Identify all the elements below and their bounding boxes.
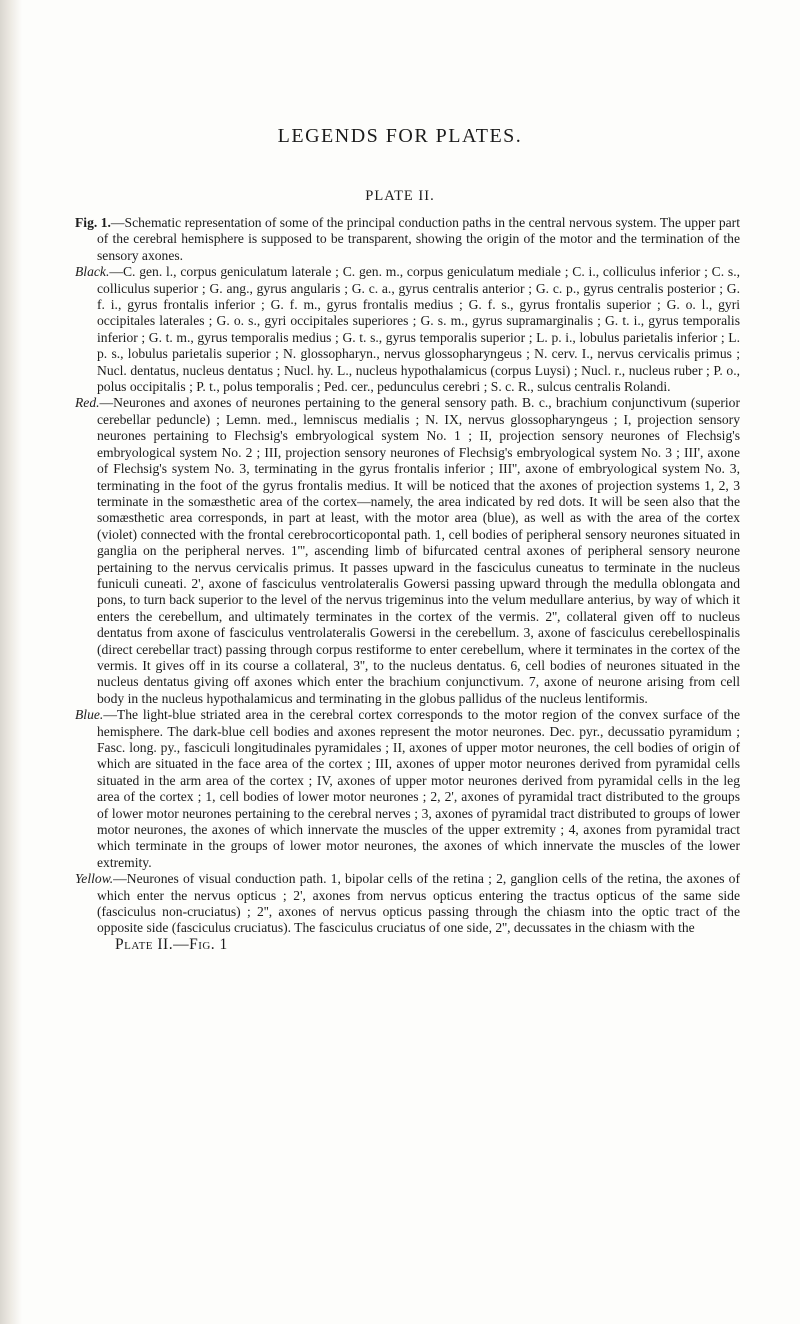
- catchword-footer: Plate II.—Fig. 1: [115, 935, 228, 953]
- blue-label: Blue.: [75, 707, 104, 723]
- legend-entry-blue: [75, 707, 740, 871]
- black-label: Black.: [75, 264, 110, 280]
- legend-entry-black: [75, 264, 740, 395]
- red-description: —Neurones and axones of neurones pertaining to the general sensory path. B. c., brachium conjunctivum (superior cerebellar peduncle) ; Lemn. med., lemniscus medialis ; N. IX, nervus glossopharyngeus ; I, projection sensory neurones pertaining to Flechsig's embryological system No. 1 ; II, projection sensory neurones of Flechsig's embryological system No. 2 ; III, projection sensory neurones of Flechsig's embryological system No. 3 ; III', axone of Flechsig's system No. 3, terminating in the gyrus frontalis inferior ; III'', axone of embryological system No. 3, terminating in the foot of the gyrus frontalis medius. It will be noticed that the axones of projection systems 1, 2, 3 terminate in the somæsthetic area of the cortex—namely, the area indicated by red dots. It will be seen also that the somæsthetic area corresponds, in part at least, with the motor area (blue), as well as with the area of the cortex (violet) connected with the frontal cerebrocorticopontal path. 1, cell bodies of peripheral sensory neurones situated in ganglia on the peripheral nerves. 1''', ascending limb of bifurcated central axones of peripheral sensory neurone pertaining to the nervus cervicalis primus. It passes upward in the fasciculus cuneatus to terminate in the nucleus funiculi cuneati. 2', axone of fasciculus ventrolateralis Gowersi passing upward through the medulla oblongata and pons, to turn back superior to the level of the nervus trigeminus into the velum medullare anterius, by way of which it enters the cerebellum, and ultimately terminates in the cortex of the vermis. 2'', collateral given off to nucleus dentatus from axone of fasciculus ventrolateralis Gowersi in the cerebellum. 3, axone of fasciculus cerebellospinalis (direct cerebellar tract) passing through corpus restiforme to enter cerebellum, where it terminates in the cortex of the vermis. It gives off in its course a collateral, 3'', to the nucleus dentatus. 6, cell bodies of neurones situated in the nucleus dentatus giving off axones which enter the brachium conjunctivum. 7, axone of neurone arising from cell body in the nucleus hypothalamicus and terminating in the globus pallidus of the nucleus lentiformis.: [97, 395, 740, 706]
- legend-body: [75, 215, 740, 953]
- figure-description: —Schematic representation of some of the principal conduction paths in the central nervous system. The upper part of the cerebral hemisphere is supposed to be transparent, showing the origin of the motor and the termination of the sensory axones.: [97, 215, 740, 263]
- legend-entry-figure: [75, 215, 740, 264]
- yellow-description: —Neurones of visual conduction path. 1, bipolar cells of the retina ; 2, ganglion cells of the retina, the axones of which enter the nervus opticus ; 2', axones from nervus opticus entering the tractus opticus of the same side (fasciculus non-cruciatus) ; 2'', axones of nervus opticus passing through the chiasm into the optic tract of the opposite side (fasciculus cruciatus). The fasciculus cruciatus of one side, 2'', decussates in the chiasm with the: [97, 871, 740, 936]
- legend-entry-red: [75, 395, 740, 707]
- red-label: Red.: [75, 395, 100, 411]
- page-title: LEGENDS FOR PLATES.: [277, 125, 523, 147]
- black-description: —C. gen. l., corpus geniculatum laterale ; C. gen. m., corpus geniculatum mediale ; C. i., colliculus inferior ; C. s., colliculus superior ; G. ang., gyrus angularis ; G. c. a., gyrus centralis anterior ; G. c. p., gyrus centralis posterior ; G. f. i., gyrus frontalis inferior ; G. f. m., gyrus frontalis medius ; G. f. s., gyrus frontalis superior ; G. o. l., gyri occipitales laterales ; G. o. s., gyri occipitales superiores ; G. s. m., gyrus supramarginalis ; G. t. i., gyrus temporalis inferior ; G. t. m., gyrus temporalis medius ; G. t. s., gyrus temporalis superior ; L. p. i., lobulus parietalis inferior ; L. p. s., lobulus parietalis superior ; N. glossopharyn., nervus glossopharyngeus ; N. cerv. I., nervus cervicalis primus ; Nucl. dentatus, nucleus dentatus ; Nucl. hy. L., nucleus hypothalamicus (corpus Luysi) ; Nucl. r., nucleus ruber ; P. o., polus occipitalis ; P. t., polus temporalis ; Ped. cer., pedunculus cerebri ; S. c. R., sulcus centralis Rolandi.: [97, 264, 740, 395]
- figure-label: Fig. 1.: [75, 215, 111, 230]
- legend-entry-yellow: [75, 871, 740, 937]
- yellow-label: Yellow.: [75, 871, 114, 887]
- plate-heading: PLATE II.: [365, 188, 435, 204]
- blue-description: —The light-blue striated area in the cerebral cortex corresponds to the motor region of the convex surface of the hemisphere. The dark-blue cell bodies and axones represent the motor neurones. Dec. pyr., decussatio pyramidum ; Fasc. long. py., fasciculi longitudinales pyramidales ; II, axones of upper motor neurones, the cell bodies of origin of which are situated in the face area of the cortex ; III, axones of upper motor neurones derived from pyramidal cells situated in the arm area of the cortex ; IV, axones of upper motor neurones derived from pyramidal cells in the leg area of the cortex ; 1, cell bodies of lower motor neurones ; 2, 2', axones of pyramidal tract distributed to the groups of lower motor neurones pertaining to the cerebral nerves ; 3, axones of pyramidal tract distributed to groups of lower motor neurones, the axones of which innervate the muscles of the upper extremity ; 4, axones from pyramidal tract which terminate in the groups of lower motor neurones, the axones of which innervate the muscles of the lower extremity.: [97, 707, 740, 870]
